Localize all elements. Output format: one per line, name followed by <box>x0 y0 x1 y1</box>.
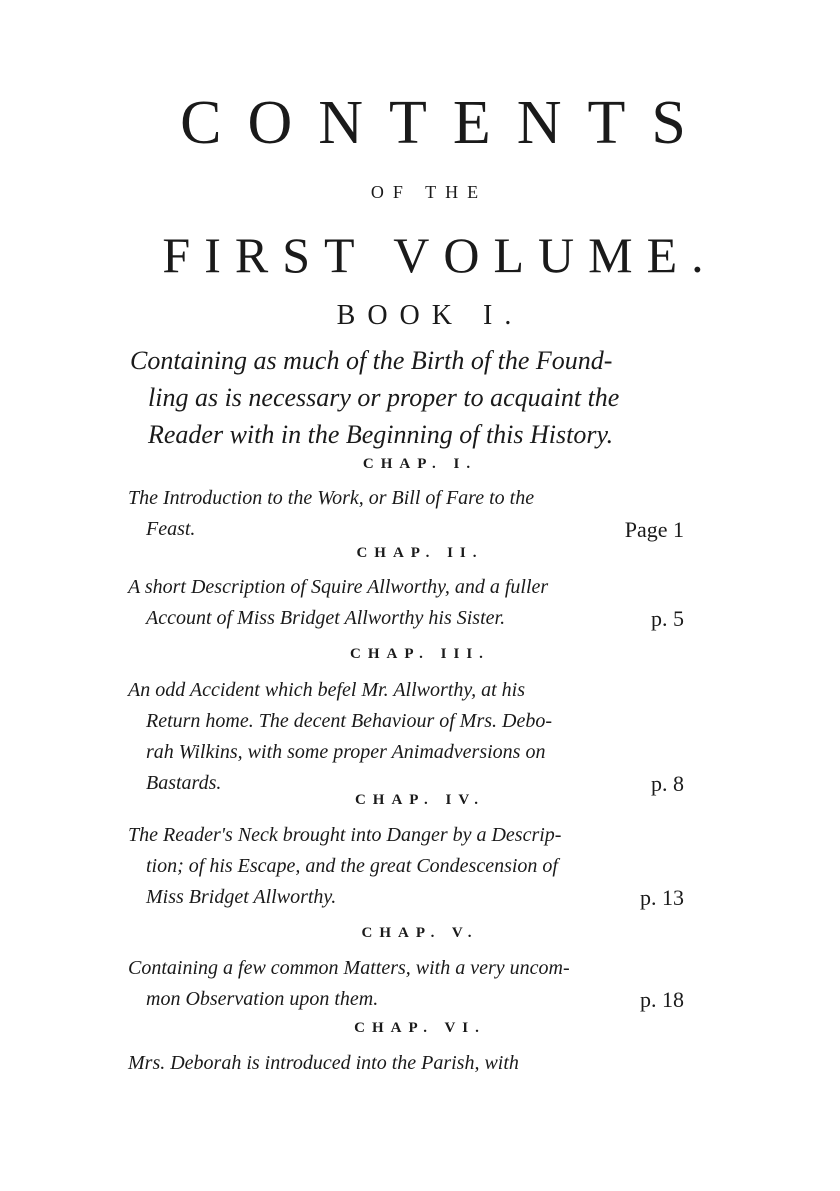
chapter-5-entry <box>128 953 684 1015</box>
entry-text: The Introduction to the Work, or Bill of Fare to the <box>128 487 535 509</box>
chapter-3-entry <box>128 675 684 799</box>
entry-text: The Reader's Neck brought into Danger by a Descrip- <box>128 824 562 846</box>
entry-text: A short Description of Squire Allworthy, and a fuller <box>128 576 549 598</box>
chapter-4-heading: CHAP. IV. <box>354 792 486 808</box>
page-number: p. 8 <box>651 771 684 796</box>
page-number: p. 13 <box>640 885 684 910</box>
chapter-3-heading: CHAP. III. <box>350 646 490 662</box>
entry-text: An odd Accident which befel Mr. Allworthy, at his <box>128 679 526 701</box>
entry-text: Feast. <box>146 518 196 540</box>
page-number: p. 18 <box>640 987 684 1012</box>
chapter-1-heading: CHAP. I. <box>362 456 478 472</box>
entry-text: Bastards. <box>146 772 222 794</box>
page-number: p. 5 <box>651 606 684 631</box>
book-summary-line: Containing as much of the Birth of the Found- <box>130 346 613 375</box>
chapter-5-heading: CHAP. V. <box>361 925 479 941</box>
contents-title: CONTENTS <box>180 89 712 157</box>
volume-title: FIRST VOLUME. <box>162 227 718 283</box>
entry-text: mon Observation upon them. <box>146 988 379 1010</box>
book-summary-line: ling as is necessary or proper to acquaint the <box>148 383 620 412</box>
entry-text: Miss Bridget Allworthy. <box>146 886 337 908</box>
book-summary <box>130 342 690 453</box>
chapter-4-entry <box>128 820 684 913</box>
chapter-2-heading: CHAP. II. <box>356 545 484 561</box>
entry-text: Return home. The decent Behaviour of Mrs. Debo- <box>146 710 553 732</box>
chapter-6-heading: CHAP. VI. <box>354 1020 486 1036</box>
entry-text: tion; of his Escape, and the great Condescension of <box>146 855 558 877</box>
page-number: Page 1 <box>624 517 684 542</box>
chapter-6-entry <box>128 1048 684 1079</box>
entry-text: Mrs. Deborah is introduced into the Parish, with <box>128 1052 519 1074</box>
entry-text: Containing a few common Matters, with a very uncom- <box>128 957 570 979</box>
chapter-1-entry <box>128 483 684 545</box>
book-title: BOOK I. <box>336 300 524 331</box>
entry-text: Account of Miss Bridget Allworthy his Sister. <box>146 607 506 629</box>
book-summary-line: Reader with in the Beginning of this History. <box>148 420 614 449</box>
entry-text: rah Wilkins, with some proper Animadversions on <box>146 741 546 763</box>
of-the-subtitle: OF THE <box>370 182 488 202</box>
chapter-2-entry <box>128 572 684 634</box>
